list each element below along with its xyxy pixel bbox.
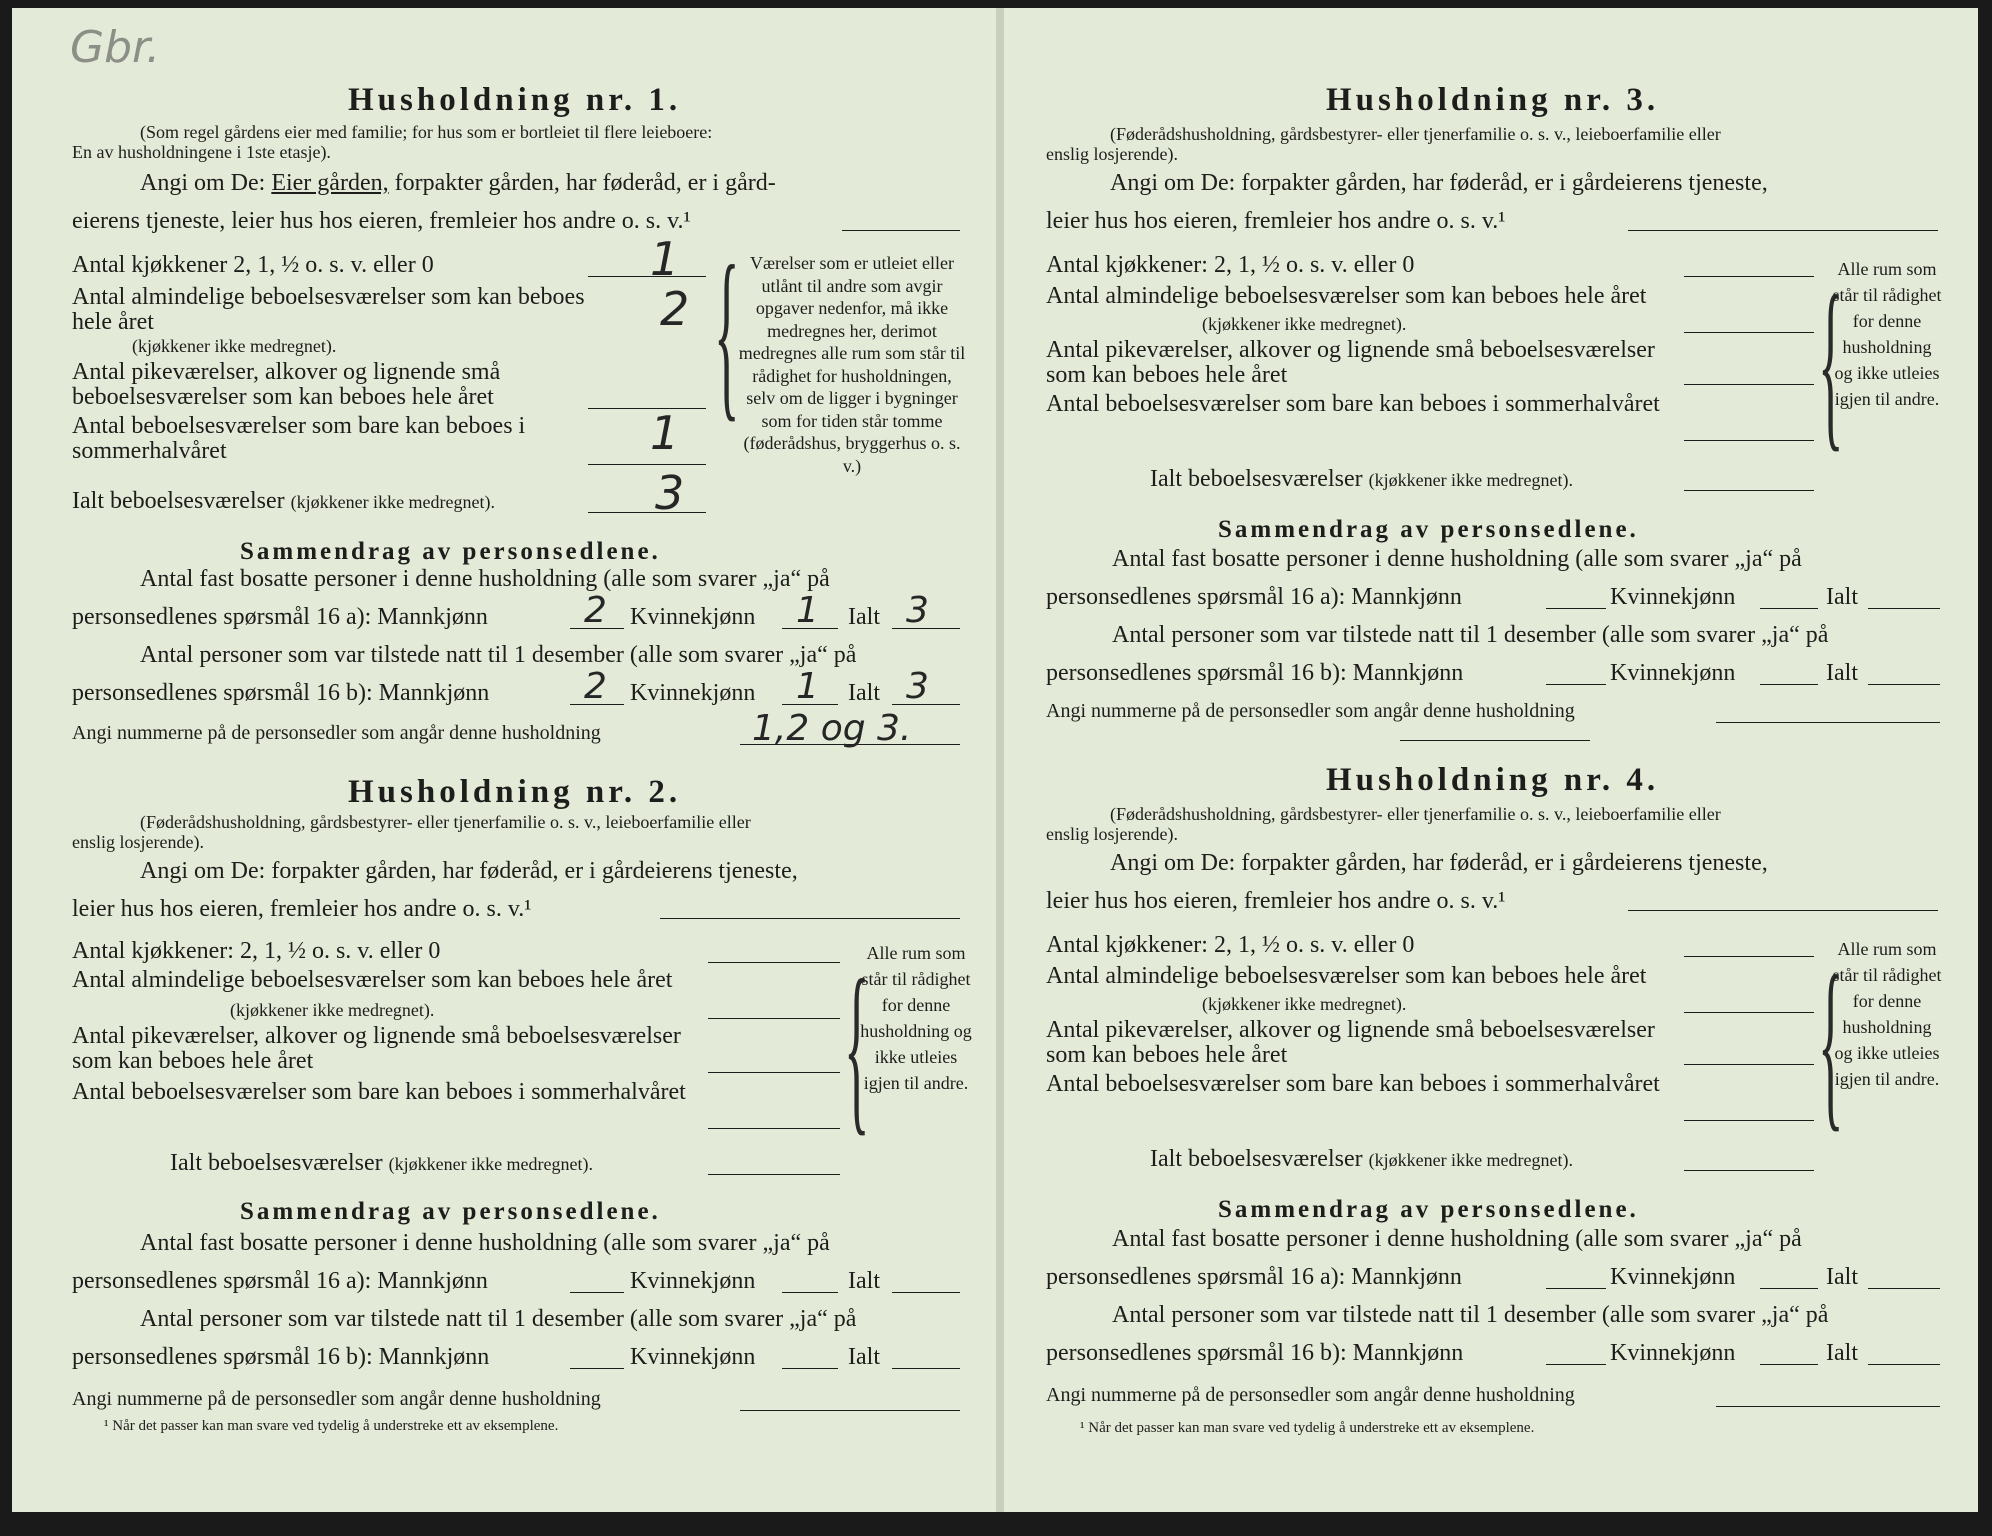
h3-angi-answer-line	[1628, 230, 1938, 231]
h1-subtitle-2: En av husholdningene i 1ste etasje).	[72, 142, 331, 162]
h3-angi-line-2: leier hus hos eieren, fremleier hos andre o. s. v.¹	[1046, 208, 1506, 234]
h3-b-m-line	[1546, 684, 1606, 685]
h1-kitchens-line	[588, 276, 706, 277]
h3-subtitle-2: enslig losjerende).	[1046, 144, 1178, 164]
h4-summer-label: Antal beboelsesværelser som bare kan beboes i sommerhalvåret	[1046, 1071, 1660, 1097]
h3-brace: {	[1818, 258, 1844, 468]
h1-kitchens-value: 1	[650, 232, 680, 286]
h1-b-t-value: 3	[906, 666, 929, 707]
h2-q16a-label: personsedlenes spørsmål 16 a): Mannkjønn	[72, 1268, 488, 1294]
h3-q16b-label: personsedlenes spørsmål 16 b): Mannkjønn	[1046, 660, 1464, 686]
h4-subtitle-2: enslig losjerende).	[1046, 824, 1178, 844]
page-fold	[996, 8, 1004, 1512]
h2-numbers-line	[740, 1410, 960, 1411]
h1-a-ialt-label: Ialt	[848, 604, 880, 630]
h1-total-row	[72, 488, 495, 515]
h3-a-t-line	[1868, 608, 1940, 609]
h3-b-k-line	[1760, 684, 1818, 685]
h4-title: Husholdning nr. 4.	[1326, 762, 1660, 798]
h1-angi-line-2: eierens tjeneste, leier hus hos eieren, fremleier hos andre o. s. v.¹	[72, 208, 691, 234]
h1-total-line	[588, 512, 706, 513]
h1-rooms-value: 2	[660, 282, 690, 336]
h4-numbers-line	[1716, 1406, 1940, 1407]
h2-total-row	[170, 1150, 593, 1177]
h4-b-ialt-label: Ialt	[1826, 1340, 1858, 1366]
h3-total-row	[1150, 466, 1573, 493]
h2-maids-label: Antal pikeværelser, alkover og lignende små beboelsesværelser som kan beboes hele året	[72, 1023, 681, 1074]
h2-rooms-line	[708, 1018, 840, 1019]
h3-a-ialt-label: Ialt	[1826, 584, 1858, 610]
h3-subtitle-1: (Føderådshusholdning, gårdsbestyrer- eller tjenerfamilie o. s. v., leieboerfamilie eller	[1110, 124, 1721, 144]
h1-numbers-value: 1,2 og 3.	[752, 708, 912, 749]
h1-q16a-text: Antal fast bosatte personer i denne husholdning (alle som svarer „ja“ på	[140, 566, 830, 592]
h2-angi-line-1: Angi om De: forpakter gården, har føderåd, er i gårdeierens tjeneste,	[140, 858, 798, 884]
h1-q16b-label: personsedlenes spørsmål 16 b): Mannkjønn	[72, 680, 490, 706]
h2-q16a-text: Antal fast bosatte personer i denne husholdning (alle som svarer „ja“ på	[140, 1230, 830, 1256]
h3-q16a-text: Antal fast bosatte personer i denne husholdning (alle som svarer „ja“ på	[1112, 546, 1802, 572]
h1-angi-answer-line	[842, 230, 960, 231]
h3-angi-line-1: Angi om De: forpakter gården, har føderåd, er i gårdeierens tjeneste,	[1110, 170, 1768, 196]
h4-q16a-text: Antal fast bosatte personer i denne husholdning (alle som svarer „ja“ på	[1112, 1226, 1802, 1252]
h4-kitchens-label: Antal kjøkkener: 2, 1, ½ o. s. v. eller 0	[1046, 932, 1415, 958]
h1-b-kvinne-label: Kvinnekjønn	[630, 680, 756, 706]
h2-subtitle-2: enslig losjerende).	[72, 832, 204, 852]
h2-summer-label: Antal beboelsesværelser som bare kan beboes i sommerhalvåret	[72, 1079, 686, 1105]
h1-q16b-text: Antal personer som var tilstede natt til 1 desember (alle som svarer „ja“ på	[140, 642, 857, 668]
h2-b-k-line	[782, 1368, 838, 1369]
h3-summer-line	[1684, 440, 1814, 441]
h3-kitchens-line	[1684, 276, 1814, 277]
h4-angi-line-2: leier hus hos eieren, fremleier hos andre o. s. v.¹	[1046, 888, 1506, 914]
h3-total-label: Ialt beboelsesværelser	[1150, 466, 1363, 492]
h4-b-t-line	[1868, 1364, 1940, 1365]
h3-maids-line	[1684, 384, 1814, 385]
h2-a-k-line	[782, 1292, 838, 1293]
h1-a-k-value: 1	[796, 590, 819, 631]
h2-subtitle-1: (Føderådshusholdning, gårdsbestyrer- eller tjenerfamilie o. s. v., leieboerfamilie eller	[140, 812, 751, 832]
h4-side-note: Alle rum som står til rådighet for denne husholdning og ikke utleies igjen til andre.	[1832, 939, 1942, 1089]
section-divider	[1400, 740, 1590, 741]
h2-angi-line-2: leier hus hos eieren, fremleier hos andre o. s. v.¹	[72, 896, 532, 922]
h4-total-note: (kjøkkener ikke medregnet).	[1368, 1150, 1574, 1170]
h2-total-line	[708, 1174, 840, 1175]
h3-summary-title: Sammendrag av personsedlene.	[1218, 516, 1639, 543]
h1-numbers-label: Angi nummerne på de personsedler som angår denne husholdning	[72, 722, 601, 744]
h3-rooms-label: Antal almindelige beboelsesværelser som kan beboes hele året	[1046, 283, 1647, 309]
h1-a-kvinne-label: Kvinnekjønn	[630, 604, 756, 630]
h4-a-t-line	[1868, 1288, 1940, 1289]
h4-kitchens-line	[1684, 956, 1814, 957]
h2-rooms-note: (kjøkkener ikke medregnet).	[230, 1000, 435, 1020]
h1-summary-title: Sammendrag av personsedlene.	[240, 538, 661, 565]
h1-angi-line-1	[140, 170, 776, 197]
h4-total-row	[1150, 1146, 1573, 1173]
h2-numbers-label: Angi nummerne på de personsedler som angår denne husholdning	[72, 1388, 601, 1410]
h1-summer-value: 1	[650, 406, 680, 460]
h4-a-ialt-label: Ialt	[1826, 1264, 1858, 1290]
h3-b-t-line	[1868, 684, 1940, 685]
h3-numbers-line	[1716, 722, 1940, 723]
h1-maids-line	[588, 408, 706, 409]
h2-b-ialt-label: Ialt	[848, 1344, 880, 1370]
h4-b-k-line	[1760, 1364, 1818, 1365]
h4-a-k-line	[1760, 1288, 1818, 1289]
h4-subtitle-1: (Føderådshusholdning, gårdsbestyrer- eller tjenerfamilie o. s. v., leieboerfamilie eller	[1110, 804, 1721, 824]
h4-maids-label: Antal pikeværelser, alkover og lignende små beboelsesværelser som kan beboes hele året	[1046, 1017, 1655, 1068]
h4-numbers-label: Angi nummerne på de personsedler som angår denne husholdning	[1046, 1384, 1575, 1406]
h1-angi-prefix: Angi om De:	[140, 170, 266, 196]
h4-rooms-note: (kjøkkener ikke medregnet).	[1202, 994, 1407, 1014]
h1-subtitle-1: (Som regel gårdens eier med familie; for hus som er bortleiet til flere leieboere:	[140, 122, 713, 142]
h1-a-m-value: 2	[584, 590, 607, 631]
footnote-left: ¹ Når det passer kan man svare ved tydelig å understreke ett av eksemplene.	[104, 1418, 559, 1434]
h1-kitchens-label: Antal kjøkkener 2, 1, ½ o. s. v. eller 0	[72, 252, 434, 278]
h3-total-note: (kjøkkener ikke medregnet).	[1368, 470, 1574, 490]
h4-angi-line-1: Angi om De: forpakter gården, har føderåd, er i gårdeierens tjeneste,	[1110, 850, 1768, 876]
h4-rooms-line	[1684, 1012, 1814, 1013]
h4-q16b-text: Antal personer som var tilstede natt til 1 desember (alle som svarer „ja“ på	[1112, 1302, 1829, 1328]
h2-a-kvinne-label: Kvinnekjønn	[630, 1268, 756, 1294]
h2-total-label: Ialt beboelsesværelser	[170, 1150, 383, 1176]
h2-q16b-text: Antal personer som var tilstede natt til 1 desember (alle som svarer „ja“ på	[140, 1306, 857, 1332]
h3-maids-label: Antal pikeværelser, alkover og lignende små beboelsesværelser som kan beboes hele året	[1046, 337, 1655, 388]
h3-b-kvinne-label: Kvinnekjønn	[1610, 660, 1736, 686]
h4-b-kvinne-label: Kvinnekjønn	[1610, 1340, 1736, 1366]
h2-kitchens-line	[708, 962, 840, 963]
h2-b-m-line	[570, 1368, 624, 1369]
h4-total-label: Ialt beboelsesværelser	[1150, 1146, 1363, 1172]
h2-angi-answer-line	[660, 918, 960, 919]
h3-q16b-text: Antal personer som var tilstede natt til 1 desember (alle som svarer „ja“ på	[1112, 622, 1829, 648]
h2-summer-line	[708, 1128, 840, 1129]
h2-rooms-label: Antal almindelige beboelsesværelser som kan beboes hele året	[72, 967, 673, 993]
h4-b-m-line	[1546, 1364, 1606, 1365]
h1-total-value: 3	[655, 466, 685, 520]
h3-a-k-line	[1760, 608, 1818, 609]
h1-angi-selected: Eier gården,	[271, 170, 389, 196]
h1-total-note: (kjøkkener ikke medregnet).	[290, 492, 496, 512]
h3-total-line	[1684, 490, 1814, 491]
h4-brace: {	[1818, 938, 1844, 1148]
h1-b-m-value: 2	[584, 666, 607, 707]
h1-b-k-value: 1	[796, 666, 819, 707]
h3-a-kvinne-label: Kvinnekjønn	[1610, 584, 1736, 610]
h4-a-m-line	[1546, 1288, 1606, 1289]
h4-angi-answer-line	[1628, 910, 1938, 911]
h3-rooms-note: (kjøkkener ikke medregnet).	[1202, 314, 1407, 334]
h1-q16a-label: personsedlenes spørsmål 16 a): Mannkjønn	[72, 604, 488, 630]
h1-rooms-note: (kjøkkener ikke medregnet).	[132, 336, 337, 356]
h2-side-note: Alle rum som står til rådighet for denne husholdning og ikke utleies igjen til andre.	[860, 943, 972, 1093]
h3-numbers-label: Angi nummerne på de personsedler som angår denne husholdning	[1046, 700, 1575, 722]
h4-summer-line	[1684, 1120, 1814, 1121]
h1-brace: {	[714, 228, 740, 438]
h3-summer-label: Antal beboelsesværelser som bare kan beboes i sommerhalvåret	[1046, 391, 1660, 417]
h4-maids-line	[1684, 1064, 1814, 1065]
h3-b-ialt-label: Ialt	[1826, 660, 1858, 686]
h3-kitchens-label: Antal kjøkkener: 2, 1, ½ o. s. v. eller 0	[1046, 252, 1415, 278]
corner-pencil-note: Gbr.	[70, 22, 161, 73]
h2-a-ialt-label: Ialt	[848, 1268, 880, 1294]
h2-kitchens-label: Antal kjøkkener: 2, 1, ½ o. s. v. eller 0	[72, 938, 441, 964]
h1-total-label: Ialt beboelsesværelser	[72, 488, 285, 514]
h2-a-m-line	[570, 1292, 624, 1293]
h1-angi-rest: forpakter gården, har føderåd, er i gård-	[394, 170, 776, 196]
h1-side-note: Værelser som er utleiet eller utlånt til andre som avgir opgaver nedenfor, må ikke medregnes her, derimot medregnes alle rum som står til rådighet for husholdningen, selv om de ligger i bygninger som for tiden står tomme (føderådshus, bryggerhus o. s. v.)	[738, 253, 966, 476]
h3-q16a-label: personsedlenes spørsmål 16 a): Mannkjønn	[1046, 584, 1462, 610]
h2-q16b-label: personsedlenes spørsmål 16 b): Mannkjønn	[72, 1344, 490, 1370]
h2-total-note: (kjøkkener ikke medregnet).	[388, 1154, 594, 1174]
h2-a-t-line	[892, 1292, 960, 1293]
h2-title: Husholdning nr. 2.	[348, 774, 682, 810]
h3-side-note: Alle rum som står til rådighet for denne husholdning og ikke utleies igjen til andre.	[1832, 259, 1942, 409]
h1-a-t-value: 3	[906, 590, 929, 631]
h2-b-t-line	[892, 1368, 960, 1369]
footnote-right: ¹ Når det passer kan man svare ved tydelig å understreke ett av eksemplene.	[1080, 1420, 1535, 1436]
h3-a-m-line	[1546, 608, 1606, 609]
h1-maids-label: Antal pikeværelser, alkover og lignende små beboelsesværelser som kan beboes hele året	[72, 359, 501, 410]
h2-summary-title: Sammendrag av personsedlene.	[240, 1198, 661, 1225]
h2-b-kvinne-label: Kvinnekjønn	[630, 1344, 756, 1370]
h4-rooms-label: Antal almindelige beboelsesværelser som kan beboes hele året	[1046, 963, 1647, 989]
h4-q16a-label: personsedlenes spørsmål 16 a): Mannkjønn	[1046, 1264, 1462, 1290]
h4-a-kvinne-label: Kvinnekjønn	[1610, 1264, 1736, 1290]
h3-rooms-line	[1684, 332, 1814, 333]
h1-summer-line	[588, 464, 706, 465]
h1-summer-label: Antal beboelsesværelser som bare kan beboes i sommerhalvåret	[72, 413, 526, 464]
h4-q16b-label: personsedlenes spørsmål 16 b): Mannkjønn	[1046, 1340, 1464, 1366]
h3-title: Husholdning nr. 3.	[1326, 82, 1660, 118]
h1-title: Husholdning nr. 1.	[348, 82, 682, 118]
h4-summary-title: Sammendrag av personsedlene.	[1218, 1196, 1639, 1223]
h4-total-line	[1684, 1170, 1814, 1171]
h1-rooms-label: Antal almindelige beboelsesværelser som kan beboes hele året	[72, 284, 585, 335]
h1-b-ialt-label: Ialt	[848, 680, 880, 706]
h2-maids-line	[708, 1072, 840, 1073]
h2-brace: {	[844, 942, 870, 1152]
